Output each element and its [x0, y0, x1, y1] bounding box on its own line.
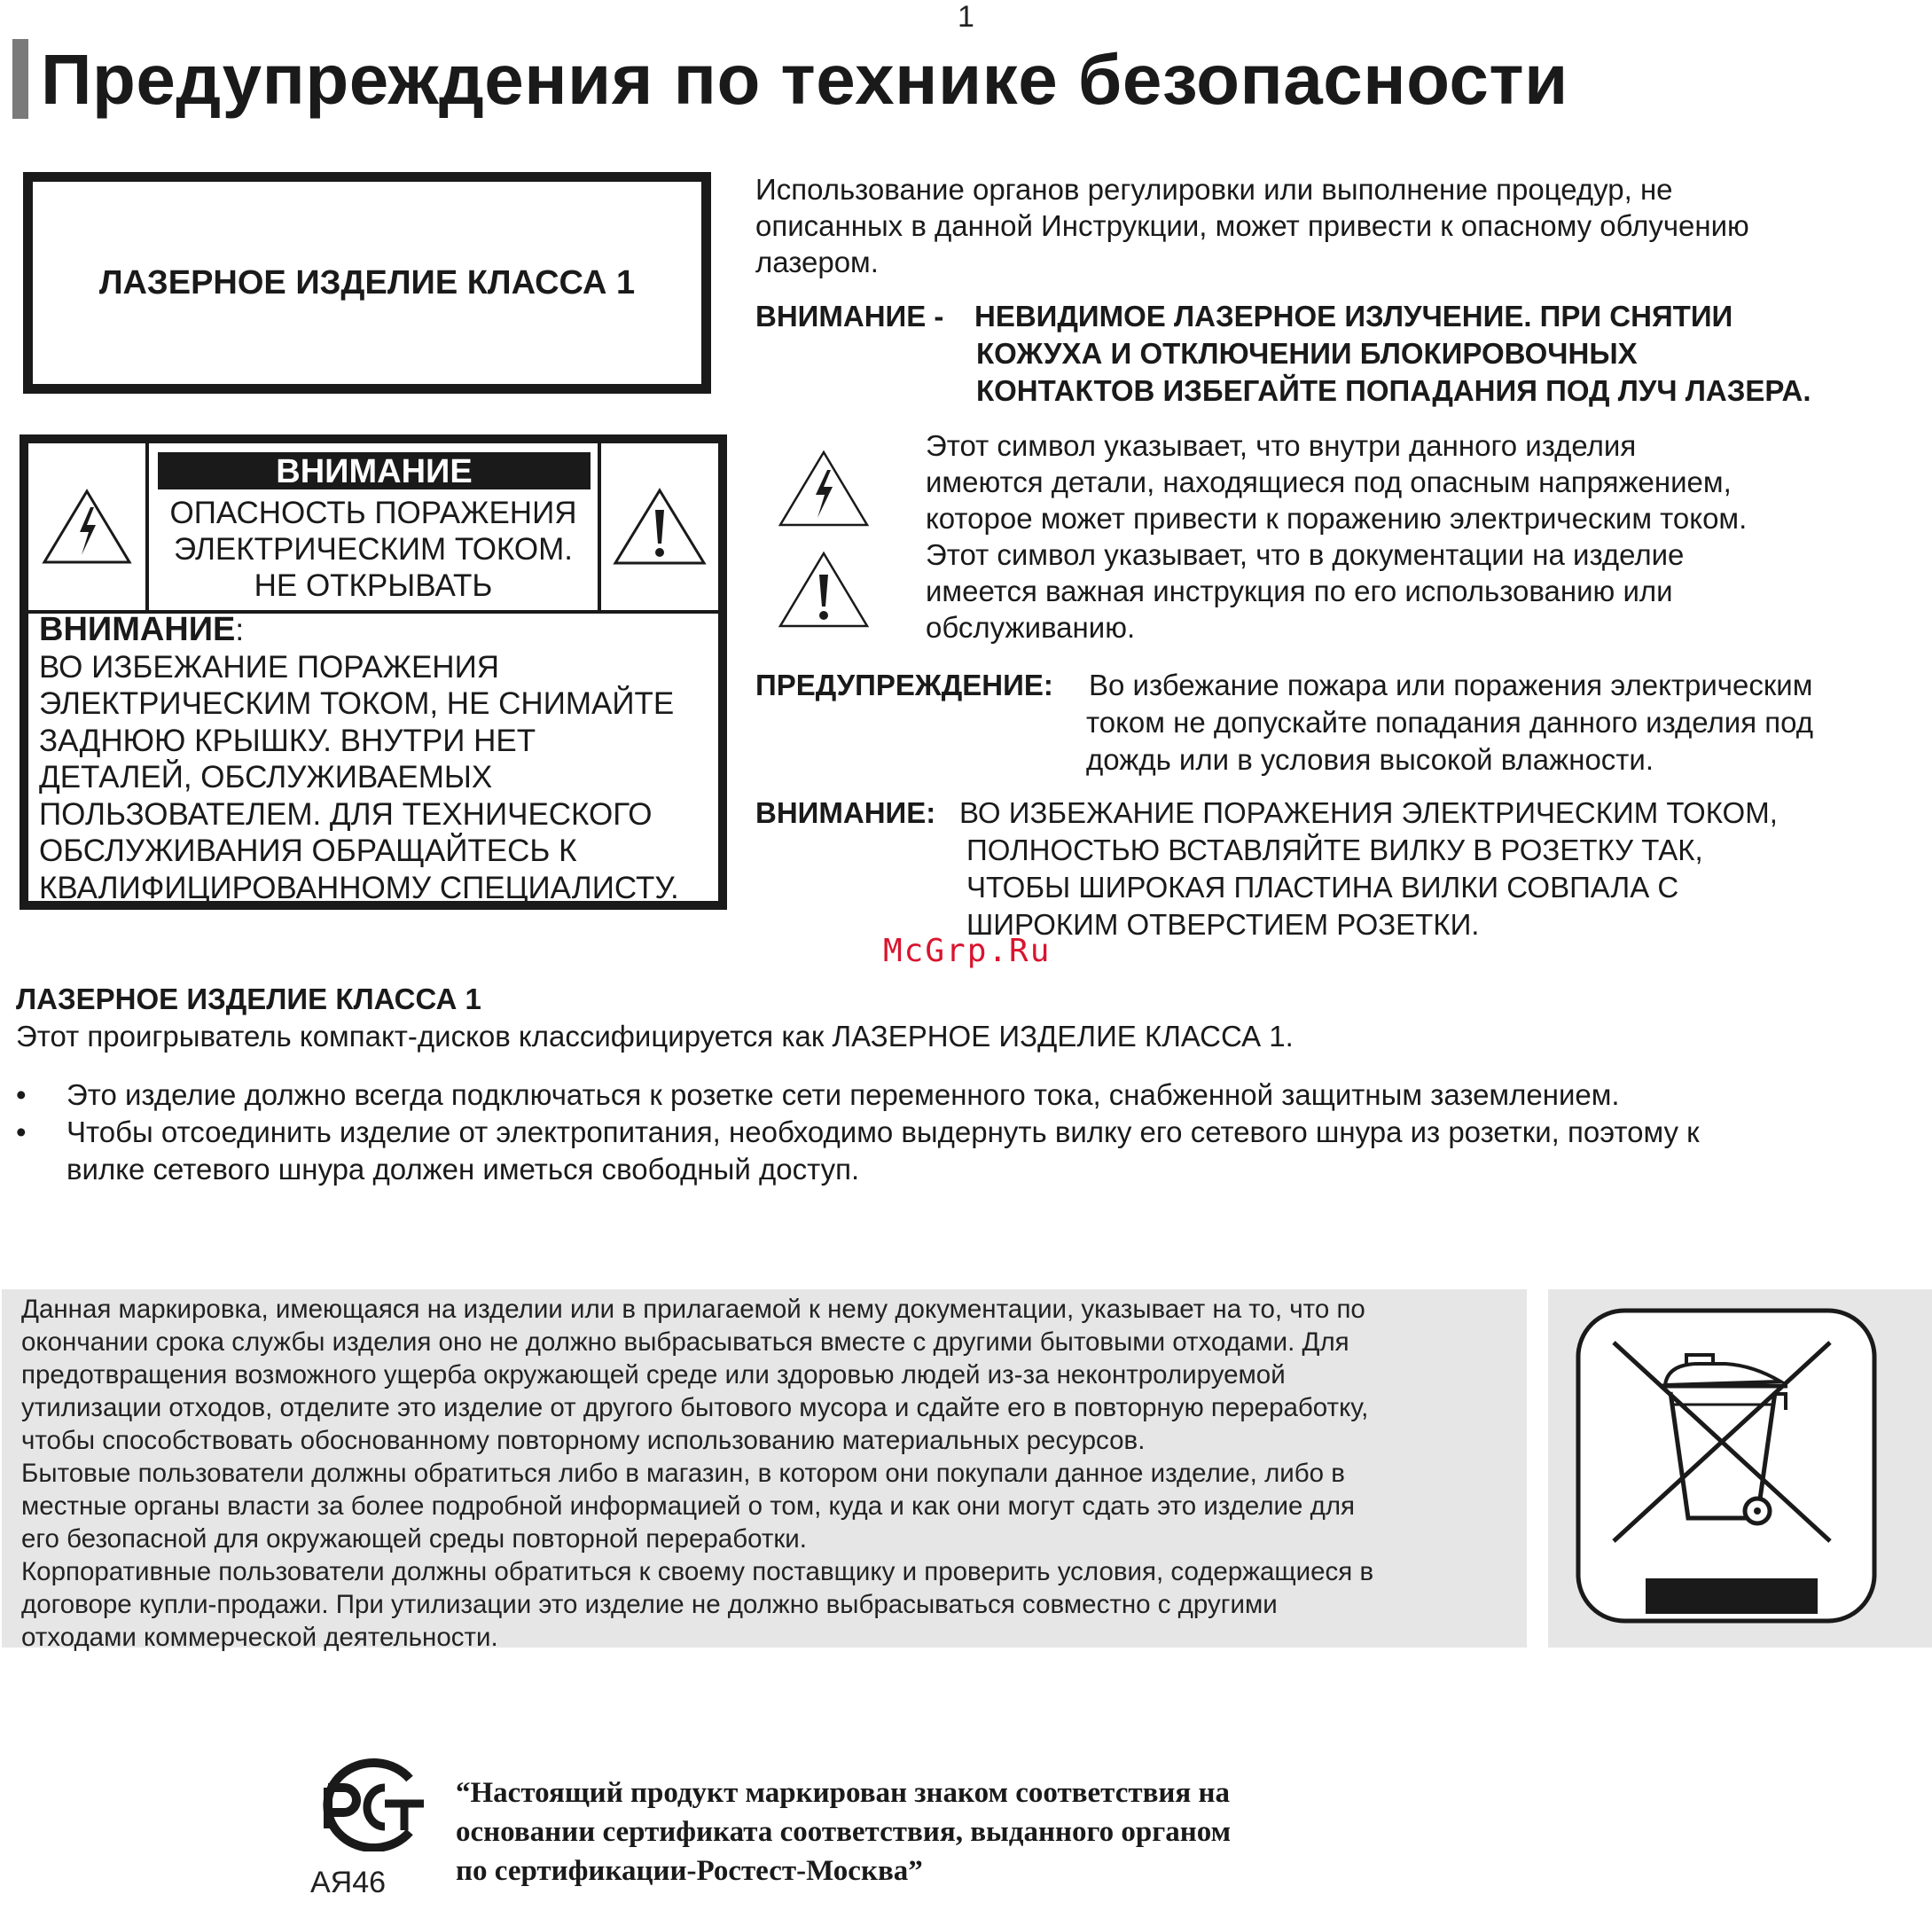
lightning-symbol-icon [777, 449, 871, 528]
caution-panel-top [28, 443, 718, 614]
fire-warning-line: током не допускайте попадания данного изделия под [1086, 706, 1814, 739]
laser-section-heading: ЛАЗЕРНОЕ ИЗДЕЛИЕ КЛАССА 1 [16, 982, 481, 1015]
caution-body-line: ПОЛЬЗОВАТЕЛЕМ. ДЛЯ ТЕХНИЧЕСКОГО [39, 796, 653, 832]
recycling-line: местные органы власти за более подробной информацией о том, куда и как они могут сдать это изделие для [21, 1491, 1356, 1521]
caution-line: НЕ ОТКРЫВАТЬ [254, 568, 493, 603]
caution-body-colon: : [235, 613, 245, 647]
recycling-line: его безопасной для окружающей среды повторной переработки. [21, 1524, 807, 1554]
caution-body-line: ВО ИЗБЕЖАНИЕ ПОРАЖЕНИЯ [39, 649, 500, 685]
list-item [16, 1114, 1913, 1188]
caution-panel-right-cell [598, 443, 718, 610]
certification-line: основании сертификата соответствия, выданного органом [456, 1816, 1232, 1848]
watermark: McGrp.Ru [883, 933, 1052, 969]
bullet-dot: • [16, 1078, 27, 1111]
page-title: Предупреждения по технике безопасности [41, 40, 1568, 119]
laser-class-label-box [23, 172, 711, 394]
plug-warning [755, 795, 1908, 945]
plug-warning-line: ВО ИЗБЕЖАНИЕ ПОРАЖЕНИЯ ЭЛЕКТРИЧЕСКИМ ТОКОМ, [959, 796, 1778, 829]
caution-panel [20, 434, 727, 910]
recycling-line: отходами коммерческой деятельности. [21, 1623, 498, 1652]
laser-section-text: Этот проигрыватель компакт-дисков классифицируется как ЛАЗЕРНОЕ ИЗДЕЛИЕ КЛАССА 1. [16, 1020, 1294, 1053]
symbol-line: Этот символ указывает, что в документации на изделие [926, 538, 1685, 571]
caution-body-line: ОБСЛУЖИВАНИЯ ОБРАЩАЙТЕСЬ К [39, 834, 577, 868]
exclamation-symbol-icon [777, 550, 871, 630]
laser-class-label: ЛАЗЕРНОЕ ИЗДЕЛИЕ КЛАССА 1 [98, 263, 636, 301]
recycling-line: предотвращения возможного ущерба окружающей среде или здоровью людей из-за неконтролируемой [21, 1360, 1286, 1389]
caution-line: ОПАСНОСТЬ ПОРАЖЕНИЯ [169, 496, 577, 530]
laser-warning-label: ВНИМАНИЕ - [755, 300, 944, 333]
fire-warning-label: ПРЕДУПРЕЖДЕНИЕ: [755, 669, 1053, 701]
caution-body-line: КВАЛИФИЦИРОВАННОМУ СПЕЦИАЛИСТУ. [39, 870, 679, 905]
certification-code: АЯ46 [310, 1866, 387, 1899]
certification-line: “Настоящий продукт маркирован знаком соответствия на [456, 1777, 1231, 1809]
crossed-bin-icon [1548, 1289, 1932, 1648]
recycling-text [21, 1293, 1520, 1654]
recycling-line: чтобы способствовать обоснованному повторному использованию материальных ресурсов. [21, 1426, 1146, 1455]
laser-class-section [16, 981, 1913, 1188]
laser-warning-line: НЕВИДИМОЕ ЛАЗЕРНОЕ ИЗЛУЧЕНИЕ. ПРИ СНЯТИИ [974, 300, 1733, 333]
intro-line: Использование органов регулировки или выполнение процедур, не [755, 173, 1673, 206]
recycling-line: договоре купли-продажи. При утилизации это изделие не должно выбрасываться совместно с другими [21, 1590, 1278, 1619]
bullet-line: Это изделие должно всегда подключаться к розетке сети переменного тока, снабженной защитным заземлением. [66, 1078, 1620, 1111]
bullet-line: вилке сетевого шнура должен иметься свободный доступ. [66, 1153, 860, 1186]
plug-warning-label: ВНИМАНИЕ: [755, 796, 936, 829]
laser-intro-paragraph [755, 171, 1908, 280]
symbol-explanations [926, 427, 1910, 646]
recycling-line: Корпоративные пользователи должны обратиться к своему поставщику и проверить условия, содержащиеся в [21, 1557, 1374, 1586]
laser-warning-line: КОНТАКТОВ ИЗБЕГАЙТЕ ПОПАДАНИЯ ПОД ЛУЧ ЛАЗЕРА. [976, 374, 1811, 407]
rst-certification-mark-icon [285, 1756, 426, 1851]
plug-warning-line: ШИРОКИМ ОТВЕРСТИЕМ РОЗЕТКИ. [966, 908, 1480, 941]
laser-warning-line: КОЖУХА И ОТКЛЮЧЕНИИ БЛОКИРОВОЧНЫХ [976, 337, 1638, 370]
bullet-line: Чтобы отсоединить изделие от электропитания, необходимо выдернуть вилку его сетевого шнура из розетки, поэтому к [66, 1115, 1700, 1148]
plug-warning-line: ПОЛНОСТЬЮ ВСТАВЛЯЙТЕ ВИЛКУ В РОЗЕТКУ ТАК, [966, 834, 1703, 866]
recycling-notice [2, 1289, 1527, 1652]
certification-statement [456, 1773, 1342, 1890]
certification-line: по сертификации-Ростест-Москва” [456, 1855, 923, 1887]
symbol-line: имеются детали, находящиеся под опасным напряжением, [926, 466, 1732, 498]
caution-line: ЭЛЕКТРИЧЕСКИМ ТОКОМ. [173, 532, 574, 567]
bullet-dot: • [16, 1115, 27, 1148]
caution-body-line: ЗАДНЮЮ КРЫШКУ. ВНУТРИ НЕТ [39, 723, 536, 758]
recycling-line: окончании срока службы изделия оно не должно выбрасываться вместе с другими бытовыми отходами. Для [21, 1327, 1349, 1357]
caution-body-line: ЭЛЕКТРИЧЕСКИМ ТОКОМ, НЕ СНИМАЙТЕ [39, 686, 675, 721]
intro-line: лазером. [755, 246, 879, 278]
caution-panel-left-cell [28, 443, 149, 610]
recycling-line: Данная маркировка, имеющаяся на изделии или в прилагаемой к нему документации, указывает на то, что по [21, 1295, 1365, 1324]
caution-body [39, 612, 713, 906]
weee-symbol-panel [1548, 1289, 1932, 1648]
caution-header: ВНИМАНИЕ [158, 452, 591, 489]
fire-warning-line: дождь или в условия высокой влажности. [1086, 743, 1654, 776]
caution-body-line: ДЕТАЛЕЙ, ОБСЛУЖИВАЕМЫХ [39, 760, 493, 795]
caution-body-label: ВНИМАНИЕ [39, 611, 236, 648]
recycling-line: Бытовые пользователи должны обратиться либо в магазин, в котором они покупали данное изделие, либо в [21, 1459, 1345, 1488]
fire-warning-line: Во избежание пожара или поражения электрическим [1089, 669, 1813, 701]
exclamation-warning-icon [612, 487, 708, 567]
caution-text [149, 495, 598, 604]
intro-line: описанных в данной Инструкции, может привести к опасному облучению [755, 209, 1749, 242]
list-item [16, 1076, 1913, 1114]
recycling-line: утилизации отходов, отделите это изделие от другого бытового мусора и сдайте его в повторную переработку, [21, 1393, 1369, 1422]
lightning-warning-icon [41, 488, 133, 566]
symbol-line: обслуживанию. [926, 611, 1136, 644]
laser-radiation-warning [755, 298, 1908, 413]
page-number: 1 [958, 0, 974, 34]
title-accent-bar [12, 39, 28, 119]
caution-body-heading [39, 612, 713, 649]
symbol-line: имеется важная инструкция по его использованию или [926, 575, 1673, 607]
symbol-line: которое может привести к поражению электрическим током. [926, 502, 1748, 535]
caution-panel-center [149, 443, 598, 610]
symbol-line: Этот символ указывает, что внутри данного изделия [926, 429, 1637, 462]
plug-warning-line: ЧТОБЫ ШИРОКАЯ ПЛАСТИНА ВИЛКИ СОВПАЛА С [966, 871, 1679, 904]
fire-warning [755, 667, 1908, 782]
